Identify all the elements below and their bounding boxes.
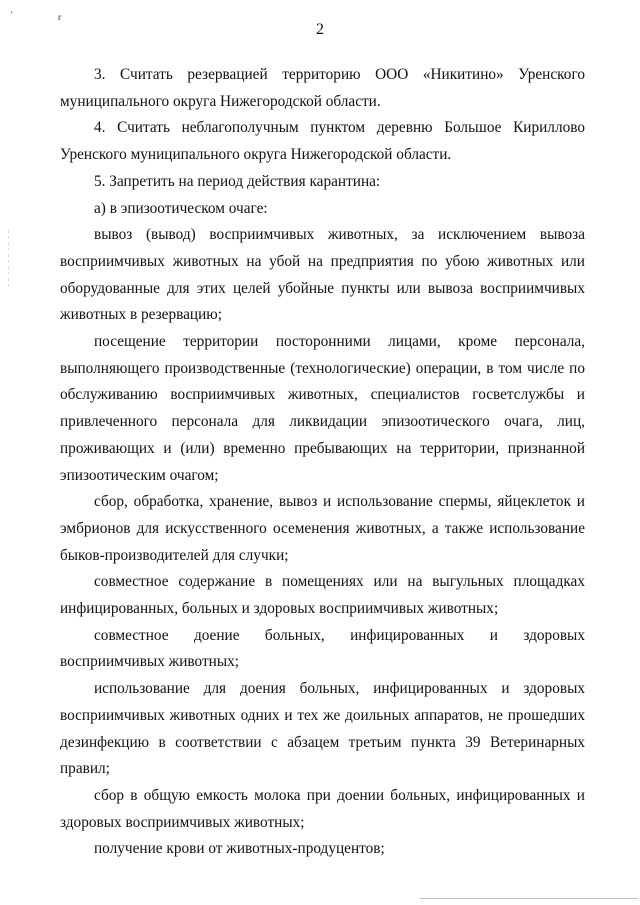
paragraph-restriction-housing: совместное содержание в помещениях или на выгульных площадках инфицированных, больных и здоровых восприимчивых животных;	[60, 573, 585, 618]
paragraph-restriction-joint-milking: совместное доение больных, инфицированных и здоровых восприимчивых животных;	[60, 626, 585, 671]
paragraph-restriction-visits: посещение территории посторонними лицами, кроме персонала, выполняющего производственные (технологические) операции, в том числе по обслуживанию восприимчивых животных, специалистов госветслужбы и привлеченного персонала для ликвидации эпизоотического очага, лиц, проживающих и (или) временно пребывающих на территории, признанной эпизоотическим очагом;	[60, 333, 585, 484]
scan-artifact-mark: '	[11, 10, 13, 20]
paragraph-item-3: 3. Считать резервацией территорию ООО «Никитино» Уренского муниципального округа Нижегородской области.	[60, 66, 585, 110]
paragraph-restriction-milk-collection: сбор в общую емкость молока при доении больных, инфицированных и здоровых восприимчивых животных;	[60, 786, 585, 831]
paragraph-restriction-export: вывоз (вывод) восприимчивых животных, за исключением вывоза восприимчивых животных на убой на предприятия по убою животных или оборудованные для этих целей убойные пункты или вывоза восприимчивых животных в резервацию;	[60, 226, 585, 324]
scan-artifact-mark: r	[58, 12, 61, 22]
document-body	[60, 62, 585, 863]
paragraph-restriction-sperm: сбор, обработка, хранение, вывоз и использование спермы, яйцеклеток и эмбрионов для искусственного осеменения животных, а также использование быков-производителей для случки;	[60, 493, 585, 564]
scan-edge-artifact	[8, 230, 9, 290]
page-number: 2	[316, 21, 324, 38]
paragraph-item-4: 4. Считать неблагополучным пунктом деревню Большое Кириллово Уренского муниципального округа Нижегородской области.	[60, 119, 585, 164]
paragraph-restriction-blood: получение крови от животных-продуцентов;	[94, 840, 385, 858]
scan-bottom-edge	[420, 898, 638, 899]
paragraph-restriction-milking-machines: использование для доения больных, инфицированных и здоровых восприимчивых животных одних и тех же доильных аппаратов, не прошедших дезинфекцию в соответствии с абзацем третьим пункта 39 Ветеринарных правил;	[60, 680, 585, 778]
paragraph-item-5: 5. Запретить на период действия карантина:	[94, 172, 381, 190]
paragraph-subitem-a: а) в эпизоотическом очаге:	[94, 199, 268, 217]
